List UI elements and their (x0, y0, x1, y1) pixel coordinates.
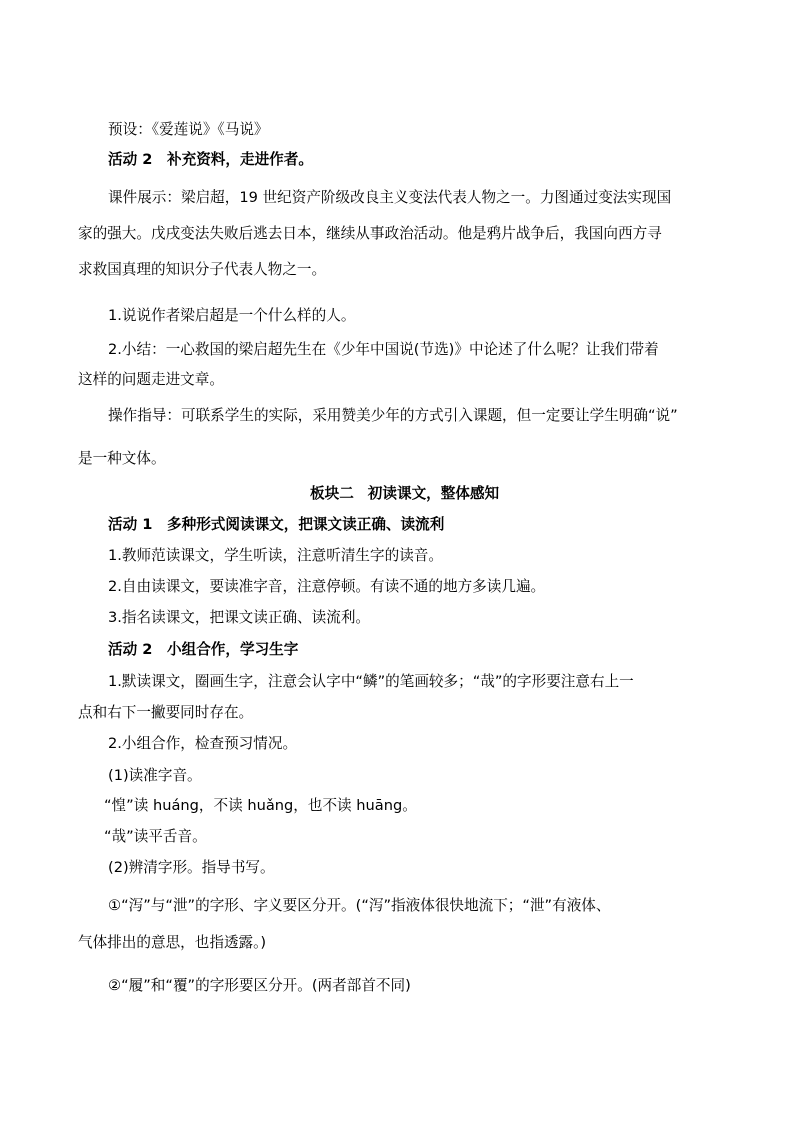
activity-2-item-2: 2.小组合作，检查预习情况。 (108, 735, 298, 752)
courseware-line-3: 求救国真理的知识分子代表人物之一。 (78, 261, 327, 278)
preset-line: 预设：《爱莲说》《马说》 (108, 121, 269, 138)
courseware-line-1: 课件展示：梁启超，19 世纪资产阶级改良主义变法代表人物之一。力图通过变法实现国 (108, 189, 672, 206)
section-2-subtitle: 初读课文，整体感知 (367, 485, 500, 502)
note-1-line-1: ①“泻”与“泄”的字形、字义要区分开。(“泻”指液体很快地流下；“泄”有液体、 (108, 897, 611, 914)
activity-2-item-1-line-1: 1.默读课文，圈画生字，注意会认字中“鳞”的笔画较多；“哉”的字形要注意右上一 (108, 673, 634, 690)
activity-1-heading: 活动 1 多种形式阅读课文，把课文读正确、读流利 (108, 516, 445, 533)
activity-2-item-1-line-2: 点和右下一撇要同时存在。 (78, 704, 254, 721)
subsection-2: (2)辨清字形。指导书写。 (108, 859, 275, 876)
activity-1-item-1: 1.教师范读课文，学生听读，注意听清生字的读音。 (108, 547, 443, 564)
subsection-1: (1)读准字音。 (108, 767, 202, 784)
section-2-title (310, 484, 499, 504)
pronunciation-1: “惶”读 huáng，不读 huǎng，也不读 huāng。 (104, 797, 417, 814)
activity-2-heading: 活动 2 补充资料，走进作者。 (108, 151, 313, 168)
activity-2-group-heading: 活动 2 小组合作，学习生字 (108, 641, 299, 658)
activity-1-item-2: 2.自由读课文，要读准字音，注意停顿。有读不通的地方多读几遍。 (108, 578, 546, 595)
summary-line-1: 2.小结：一心救国的梁启超先生在《少年中国说(节选)》中论述了什么呢？让我们带着 (108, 341, 659, 358)
activity-1-item-3: 3.指名读课文，把课文读正确、读流利。 (108, 609, 371, 626)
note-2: ②“履”和“覆”的字形要区分开。(两者部首不同) (108, 977, 411, 994)
guide-line-1: 操作指导：可联系学生的实际，采用赞美少年的方式引入课题，但一定要让学生明确“说” (108, 407, 678, 424)
courseware-line-2: 家的强大。戊戌变法失败后逃去日本，继续从事政治活动。他是鸦片战争后，我国向西方寻 (78, 225, 662, 242)
summary-line-2: 这样的问题走进文章。 (78, 371, 224, 388)
guide-line-2: 是一种文体。 (78, 450, 166, 467)
question-1: 1.说说作者梁启超是一个什么样的人。 (108, 307, 356, 324)
pronunciation-2: “哉”读平舌音。 (104, 828, 207, 845)
note-1-line-2: 气体排出的意思，也指透露。) (78, 934, 267, 951)
section-2-label: 板块二 (310, 485, 354, 502)
